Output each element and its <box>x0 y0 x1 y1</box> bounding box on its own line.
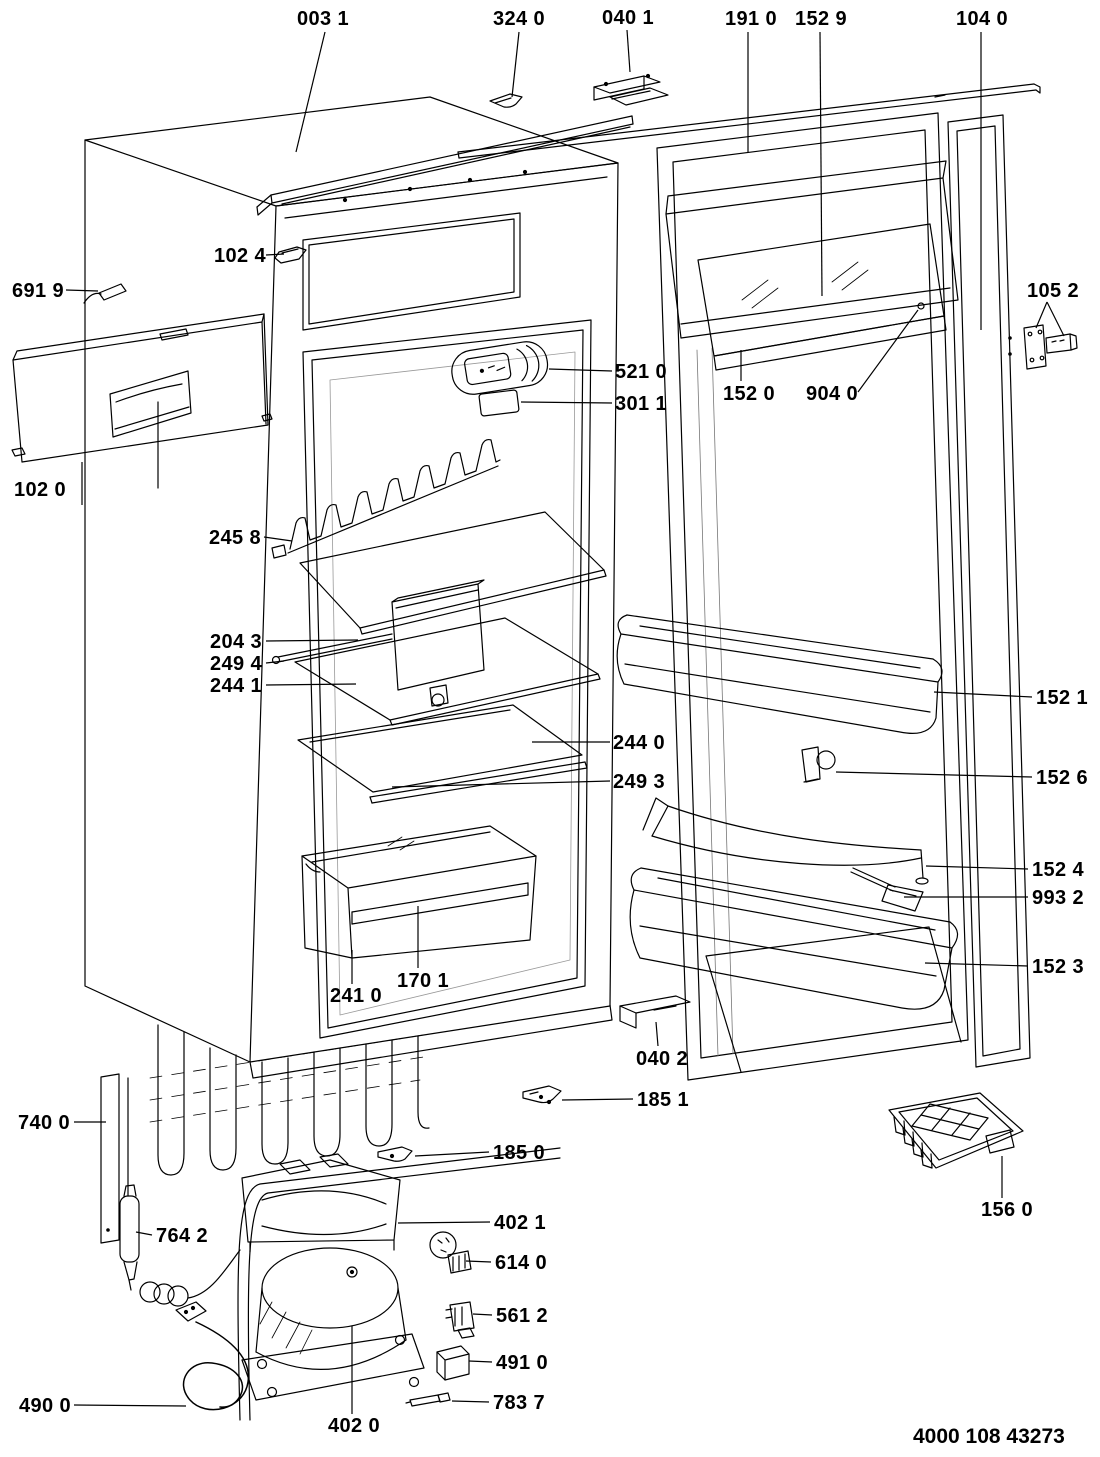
scraper-9932 <box>851 868 923 911</box>
part-label-003-1: 003 1 <box>297 8 350 30</box>
part-label-249-3: 249 3 <box>613 771 666 793</box>
pin-6919 <box>84 284 126 303</box>
part-label-102-0: 102 0 <box>14 479 67 501</box>
cover-1850 <box>378 1147 412 1161</box>
leader-line-402-1 <box>398 1222 490 1223</box>
part-label-185-1: 185 1 <box>637 1089 690 1111</box>
door-inner-liner <box>657 113 968 1080</box>
part-label-783-7: 783 7 <box>493 1392 546 1414</box>
leader-line-185-0 <box>415 1152 489 1156</box>
part-label-102-4: 102 4 <box>214 245 267 267</box>
pin-7837 <box>406 1393 450 1406</box>
relay-6140 <box>430 1232 471 1273</box>
leader-line-102-4 <box>266 254 284 255</box>
part-label-152-0: 152 0 <box>723 383 776 405</box>
part-label-764-2: 764 2 <box>156 1225 209 1247</box>
part-label-993-2: 993 2 <box>1032 887 1085 909</box>
leader-line-691-9 <box>66 290 98 291</box>
leader-line-152-3 <box>925 963 1028 966</box>
dairy-compartment <box>666 161 958 370</box>
part-label-402-0: 402 0 <box>328 1415 381 1437</box>
part-label-904-0: 904 0 <box>806 383 859 405</box>
leader-line-204-3 <box>266 640 358 641</box>
part-label-491-0: 491 0 <box>496 1352 549 1374</box>
part-label-244-0: 244 0 <box>613 732 666 754</box>
part-label-105-2: 105 2 <box>1027 280 1080 302</box>
part-label-249-4: 249 4 <box>210 653 263 675</box>
clip-1526 <box>802 747 835 782</box>
leader-line-324-0 <box>512 32 519 97</box>
plate-3011 <box>479 390 519 416</box>
part-label-614-0: 614 0 <box>495 1252 548 1274</box>
leader-line-040-1 <box>627 30 630 72</box>
ice-tray-1560 <box>889 1093 1023 1168</box>
part-label-152-4: 152 4 <box>1032 859 1085 881</box>
part-label-402-1: 402 1 <box>494 1212 547 1234</box>
compressor-4020 <box>242 1248 424 1400</box>
wire-rail-1524 <box>643 798 928 884</box>
freezer-door <box>12 314 272 462</box>
leader-line-491-0 <box>469 1361 492 1362</box>
part-label-740-0: 740 0 <box>18 1112 71 1134</box>
door-bin-upper <box>617 615 942 733</box>
part-label-490-0: 490 0 <box>19 1395 72 1417</box>
hinge-1052 <box>1009 325 1077 369</box>
part-label-185-0: 185 0 <box>493 1142 546 1164</box>
top-trim-strip <box>257 116 633 215</box>
relay-5612 <box>446 1302 474 1338</box>
cover-1851 <box>523 1086 561 1104</box>
clip-3240 <box>490 94 522 107</box>
part-label-191-0: 191 0 <box>725 8 778 30</box>
part-label-156-0: 156 0 <box>981 1199 1034 1221</box>
upper-glass-shelf <box>300 512 606 634</box>
leader-line-152-9 <box>820 32 822 296</box>
leader-line-185-1 <box>562 1099 633 1100</box>
leader-line-249-4 <box>266 661 284 663</box>
leader-line-105-2 <box>1047 302 1064 336</box>
leader-lines <box>66 30 1064 1414</box>
bracket-0402 <box>620 996 690 1028</box>
leader-line-783-7 <box>452 1401 489 1402</box>
part-label-521-0: 521 0 <box>615 361 668 383</box>
part-label-301-1: 301 1 <box>615 393 668 415</box>
leader-line-521-0 <box>549 369 612 371</box>
part-label-104-0: 104 0 <box>956 8 1009 30</box>
door-outer-panel <box>948 115 1030 1067</box>
mounting-plate-4021 <box>242 1154 400 1252</box>
part-label-244-1: 244 1 <box>210 675 263 697</box>
leader-line-040-2 <box>656 1022 658 1046</box>
shelf-2440 <box>298 705 582 792</box>
leader-line-561-2 <box>473 1314 492 1315</box>
part-label-204-3: 204 3 <box>210 631 263 653</box>
leader-line-152-4 <box>926 866 1028 869</box>
bracket-0401 <box>594 75 668 106</box>
leader-line-301-1 <box>521 402 612 403</box>
part-label-040-2: 040 2 <box>636 1048 689 1070</box>
shelf-2441 <box>295 618 600 725</box>
leader-line-152-6 <box>836 772 1032 777</box>
part-label-152-9: 152 9 <box>795 8 848 30</box>
leader-line-152-1 <box>934 692 1032 697</box>
leader-line-244-1 <box>266 684 356 685</box>
flap-1024 <box>275 247 306 263</box>
leader-line-003-1 <box>296 32 325 152</box>
part-label-170-1: 170 1 <box>397 970 450 992</box>
leader-line-904-0 <box>858 310 918 392</box>
part-label-040-1: 040 1 <box>602 7 655 29</box>
rail-2494 <box>273 634 393 664</box>
document-code: 4000 108 43273 <box>913 1425 1065 1448</box>
power-cord-4900 <box>176 1302 248 1410</box>
part-label-691-9: 691 9 <box>12 280 65 302</box>
part-label-241-0: 241 0 <box>330 985 383 1007</box>
cabinet <box>85 97 618 1078</box>
flap-screw-9040 <box>918 303 924 309</box>
part-label-152-3: 152 3 <box>1032 956 1085 978</box>
part-label-152-6: 152 6 <box>1036 767 1089 789</box>
part-label-561-2: 561 2 <box>496 1305 549 1327</box>
divider-2043 <box>392 580 484 706</box>
leader-line-105-2 <box>1036 302 1047 328</box>
part-label-245-8: 245 8 <box>209 527 262 549</box>
leader-line-490-0 <box>74 1405 186 1406</box>
part-label-324-0: 324 0 <box>493 8 546 30</box>
part-label-152-1: 152 1 <box>1036 687 1089 709</box>
thermostat-5210 <box>449 339 551 397</box>
cover-4910 <box>437 1346 469 1380</box>
leader-line-245-8 <box>264 537 292 541</box>
